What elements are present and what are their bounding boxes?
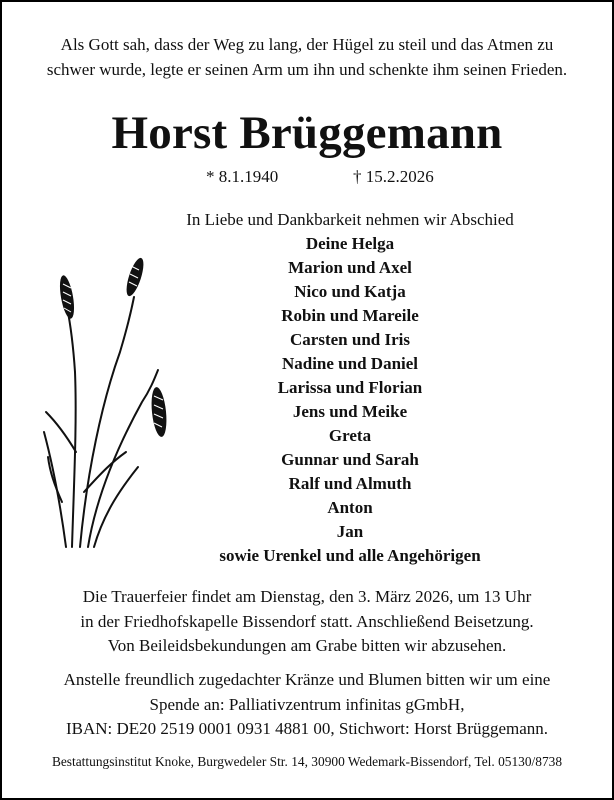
funeral-service-info <box>2 585 612 659</box>
mourner: Carsten und Iris <box>290 330 410 349</box>
service-line: Die Trauerfeier findet am Dienstag, den 3. März 2026, um 13 Uhr <box>82 587 532 606</box>
service-line: in der Friedhofskapelle Bissendorf statt. Anschließend Beisetzung. <box>80 611 534 631</box>
donation-line: Spende an: Palliativzentrum infinitas gGmbH, <box>149 694 465 714</box>
mourner: Jan <box>336 522 364 541</box>
mourner: Ralf und Almuth <box>288 474 412 493</box>
death-date: † 15.2.2026 <box>353 167 434 186</box>
mourners-closing: sowie Urenkel und alle Angehörigen <box>219 546 481 565</box>
service-line: Von Beileidsbekundungen am Grabe bitten wir abzusehen. <box>107 636 507 655</box>
mourner: Nadine und Daniel <box>281 354 419 373</box>
mourner: Marion und Axel <box>288 258 412 277</box>
verse-line-2: schwer wurde, legte er seinen Arm um ihn und schenkte ihm seinen Frieden. <box>46 60 568 79</box>
birth-date: * 8.1.1940 <box>206 167 279 186</box>
mourner: Greta <box>328 426 372 445</box>
mourners-list <box>88 208 612 568</box>
mourner: Jens und Meike <box>292 402 408 421</box>
mourner: Anton <box>327 498 373 517</box>
deceased-name: Horst Brüggemann <box>111 107 503 159</box>
donation-line: IBAN: DE20 2519 0001 0931 4881 00, Stichwort: Horst Brüggemann. <box>65 719 549 738</box>
verse <box>2 32 612 82</box>
mourner: Deine Helga <box>305 234 395 253</box>
undertaker-contact: Bestattungsinstitut Knoke, Burgwedeler Str. 14, 30900 Wedemark-Bissendorf, Tel. 05130/8738 <box>51 754 563 769</box>
mourner: Gunnar und Sarah <box>281 450 419 469</box>
verse-line-1: Als Gott sah, dass der Weg zu lang, der Hügel zu steil und das Atmen zu <box>60 35 554 54</box>
mourners-intro: In Liebe und Dankbarkeit nehmen wir Abschied <box>186 210 514 229</box>
mourner: Robin und Mareile <box>281 306 419 325</box>
donation-line: Anstelle freundlich zugedachter Kränze und Blumen bitten wir um eine <box>63 670 551 689</box>
donation-request <box>2 668 612 742</box>
mourner: Larissa und Florian <box>277 378 423 397</box>
mourner: Nico und Katja <box>294 282 406 301</box>
